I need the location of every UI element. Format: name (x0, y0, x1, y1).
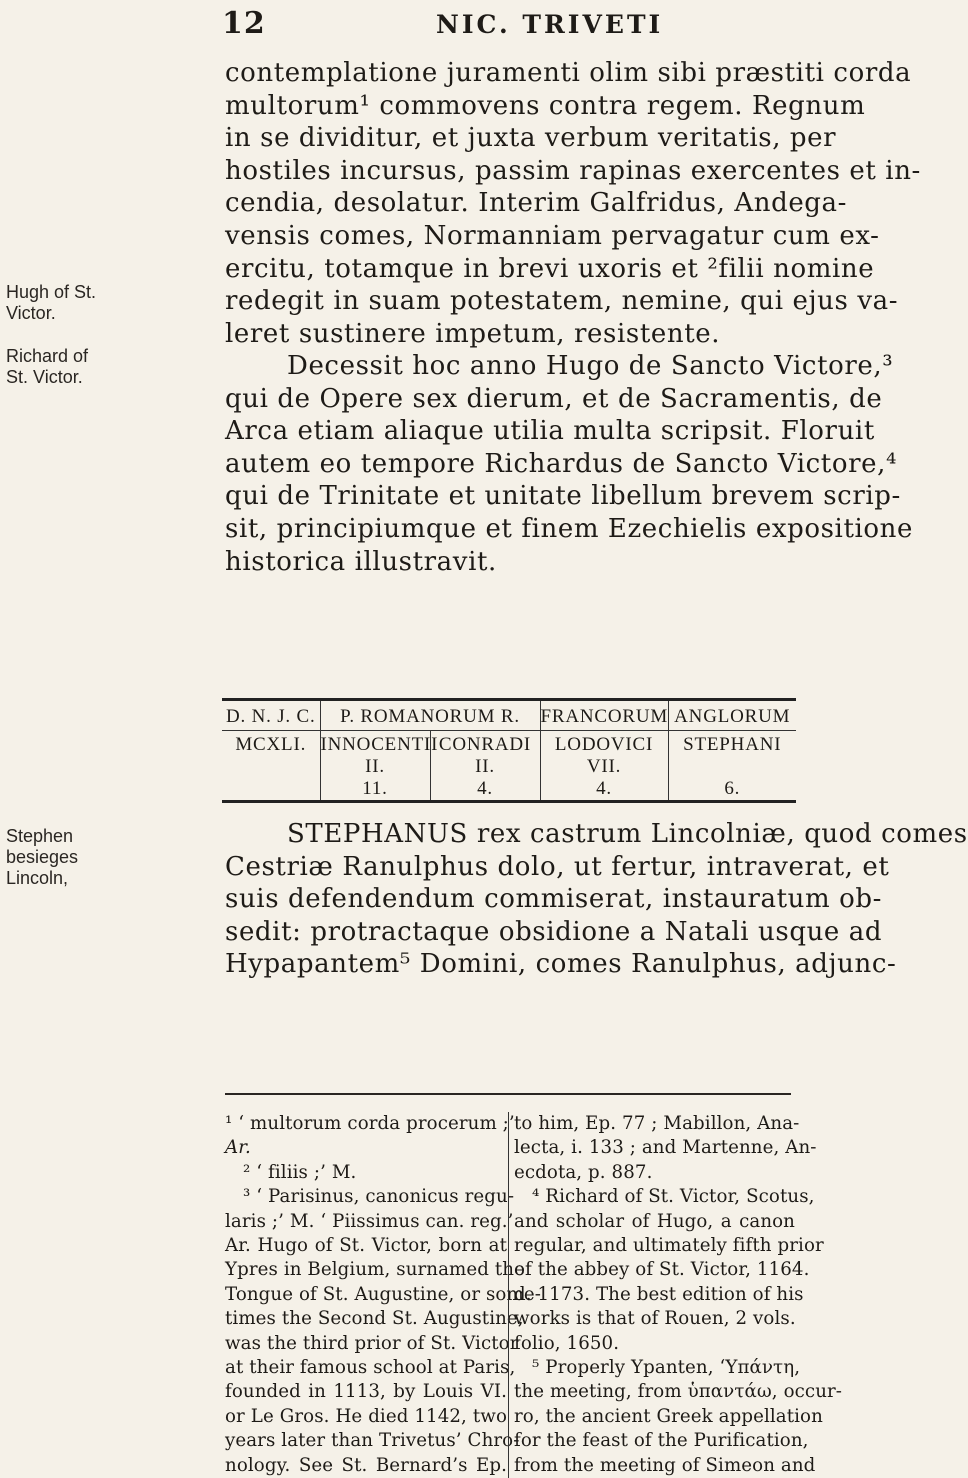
text-line: qui de Opere sex dierum, et de Sacramentis, de (225, 383, 883, 414)
page-number: 12 (222, 6, 266, 41)
footnote-line: ro, the ancient Greek appellation (514, 1405, 823, 1427)
footnote-line: from the meeting of Simeon and (514, 1454, 816, 1476)
text-line: vensis comes, Normanniam pervagatur cum ex- (225, 220, 880, 251)
footnote-line: ecdota, p. 887. (514, 1161, 653, 1183)
footnote-line: or Le Gros. He died 1142, two (225, 1405, 507, 1427)
margin-note-richard: Richard of St. Victor. (6, 346, 89, 387)
text-line: historica illustravit. (225, 546, 497, 577)
footnote-line: of the abbey of St. Victor, 1164. (514, 1259, 810, 1281)
table-cell: MCXLI. (235, 734, 307, 755)
text-line: Hypapantem⁵ Domini, comes Ranulphus, adjunc- (225, 949, 897, 980)
footnotes-left-column (225, 1112, 541, 1478)
text-line: multorum¹ commovens contra regem. Regnum (225, 90, 866, 121)
footnote-line: ⁴ Richard of St. Victor, Scotus, (532, 1186, 815, 1208)
footnote-line: nology. See St. Bernard’s Ep. (225, 1454, 507, 1476)
text-line: sedit: protractaque obsidione a Natali usque ad (225, 916, 883, 947)
text-line: autem eo tempore Richardus de Sancto Victore,⁴ (225, 448, 897, 479)
text-line: suis defendendum commiserat, instauratum ob- (225, 884, 882, 915)
table-header: P. ROMANORUM R. (320, 700, 540, 731)
footnote-line: Ar. Hugo of St. Victor, born at (225, 1235, 507, 1257)
table-cell: 6. (668, 778, 796, 802)
footnote-line: Ar. (225, 1137, 251, 1159)
table-cell: CONRADI II. (430, 731, 540, 779)
footnote-line: Tongue of St. Augustine, or some- (225, 1283, 541, 1305)
footnote-line: regular, and ultimately fifth prior (514, 1235, 824, 1257)
footnote-line: was the third prior of St. Victor (225, 1332, 519, 1354)
text-line: leret sustinere impetum, resistente. (225, 318, 721, 349)
table-header: ANGLORUM (668, 700, 796, 731)
table-cell (222, 778, 320, 802)
footnote-line: ¹ ‘ multorum corda procerum ;’ (225, 1113, 515, 1134)
footnote-line: years later than Trivetus’ Chro- (225, 1430, 520, 1452)
table-cell: 11. (320, 778, 430, 802)
text-line: STEPHANUS rex castrum Lincolniæ, quod comes (287, 819, 968, 849)
footnote-line: for the feast of the Purification, (514, 1430, 809, 1452)
table-cell: INNOCENTII II. (320, 731, 430, 779)
footnote-line: and scholar of Hugo, a canon (514, 1210, 795, 1232)
text-line: ercitu, totamque in brevi uxoris et ²filii nomine (225, 253, 875, 284)
margin-note-stephen: Stephen besieges Lincoln, (6, 826, 79, 888)
table-cell: STEPHANI (668, 731, 796, 779)
footnote-line: works is that of Rouen, 2 vols. (514, 1308, 796, 1330)
table-cell: 4. (540, 778, 668, 802)
footnote-line: folio, 1650. (514, 1332, 620, 1354)
footnote-line: Ypres in Belgium, surnamed the (225, 1259, 525, 1281)
footnote-line: at their famous school at Paris, (225, 1357, 516, 1379)
text-line: cendia, desolatur. Interim Galfridus, Andega- (225, 188, 848, 219)
footnote-line: the meeting, from ὑπαντάω, occur- (514, 1381, 843, 1403)
paragraph-1 (225, 57, 921, 350)
text-line: Cestriæ Ranulphus dolo, ut fertur, intraverat, et (225, 851, 890, 882)
footnote-line: d. 1173. The best edition of his (514, 1283, 804, 1305)
margin-note-hugh: Hugh of St. Victor. (6, 282, 97, 323)
regnal-years-table (222, 698, 796, 803)
table-cell: 4. (430, 778, 540, 802)
table-cell: LODOVICI VII. (540, 731, 668, 779)
footnote-line: to him, Ep. 77 ; Mabillon, Ana- (514, 1113, 800, 1134)
footnote-line: ⁵ Properly Ypanten, ‘Υπάντη, (532, 1357, 801, 1379)
running-head (222, 6, 782, 46)
footnote-line: ² ‘ filiis ;’ M. (243, 1161, 357, 1183)
paragraph-2 (225, 350, 913, 578)
running-title: NIC. TRIVETI (436, 10, 664, 39)
text-line: Decessit hoc anno Hugo de Sancto Victore,³ (287, 351, 894, 381)
footnote-line: lecta, i. 133 ; and Martenne, An- (514, 1137, 817, 1159)
table-header: D. N. J. C. (222, 700, 320, 731)
text-line: contemplatione juramenti olim sibi præstiti corda (225, 58, 912, 88)
text-line: Arca etiam aliaque utilia multa scripsit. Floruit (225, 416, 875, 447)
footnote-line: laris ;’ M. ‘ Piissimus can. reg.’ (225, 1210, 514, 1232)
footnotes-right-column (508, 1112, 843, 1478)
text-line: qui de Trinitate et unitate libellum brevem scrip- (225, 481, 901, 512)
table-header: FRANCORUM (540, 700, 668, 731)
text-line: redegit in suam potestatem, nemine, qui ejus va- (225, 286, 899, 317)
text-line: in se dividitur, et juxta verbum veritatis, per (225, 123, 837, 154)
footnote-line: founded in 1113, by Louis VI. (225, 1381, 507, 1403)
footnote-rule (225, 1093, 791, 1095)
text-line: hostiles incursus, passim rapinas exercentes et in- (225, 155, 921, 186)
footnote-line: ³ ‘ Parisinus, canonicus regu- (243, 1186, 515, 1208)
footnote-line: times the Second St. Augustine, (225, 1308, 524, 1330)
text-line: sit, principiumque et finem Ezechielis expositione (225, 513, 913, 544)
paragraph-3 (225, 818, 968, 981)
